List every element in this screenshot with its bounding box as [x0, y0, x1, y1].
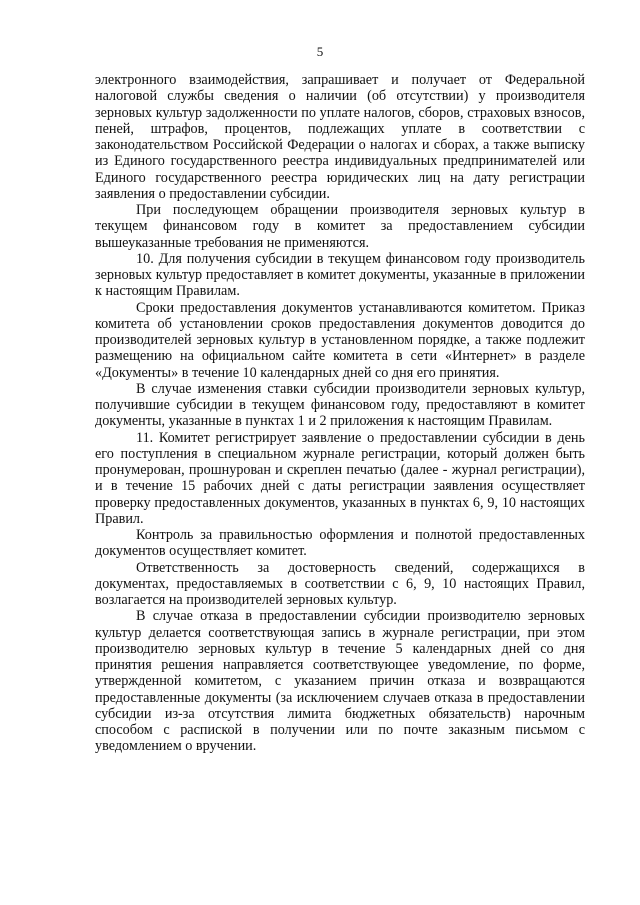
- paragraph-4: Сроки предоставления документов устанавливаются комитетом. Приказ комитета об установлении сроков предоставления документов доводится до производителей зерновых культур в установленном порядке, а также подлежит размещению на официальном сайте комитета в сети «Интернет» в разделе «Документы» в течение 10 календарных дней со дня его принятия.: [95, 299, 585, 381]
- paragraph-6: 11. Комитет регистрирует заявление о предоставлении субсидии в день его поступления в специальном журнале регистрации, который должен быть пронумерован, прошнурован и скреплен печатью (далее - журнал регистрации), и в течение 15 рабочих дней с даты регистрации заявления осуществляет проверку предоставленных документов, указанных в пунктах 6, 9, 10 настоящих Правил.: [95, 429, 585, 527]
- paragraph-9: В случае отказа в предоставлении субсидии производителю зерновых культур делается соответствующая запись в журнале регистрации, при этом производителю зерновых культур в течение 5 календарных дней со дня принятия решения направляется соответствующее уведомление, по форме, утвержденной комитетом, с указанием причин отказа и возвращаются предоставленные документы (за исключением случаев отказа в предоставлении субсидии из-за отсутствия лимита бюджетных обязательств) нарочным способом с распиской в получении или по почте заказным письмом с уведомлением о вручении.: [95, 608, 585, 755]
- document-body: [95, 72, 585, 755]
- paragraph-7: Контроль за правильностью оформления и полнотой предоставленных документов осуществляет комитет.: [95, 527, 585, 560]
- paragraph-8: Ответственность за достоверность сведений, содержащихся в документах, предоставляемых в соответствии с 6, 9, 10 настоящих Правил, возлагается на производителей зерновых культур.: [95, 559, 585, 608]
- paragraph-5: В случае изменения ставки субсидии производители зерновых культур, получившие субсидии в текущем финансовом году, предоставляют в комитет документы, указанные в пунктах 1 и 2 приложения к настоящим Правилам.: [95, 380, 585, 430]
- page-number: 5: [316, 44, 324, 59]
- paragraph-3: 10. Для получения субсидии в текущем финансовом году производитель зерновых культур предоставляет в комитет документы, указанные в приложении к настоящим Правилам.: [95, 250, 585, 300]
- paragraph-2: При последующем обращении производителя зерновых культур в текущем финансовом году в комитет за предоставлением субсидии вышеуказанные требования не применяются.: [95, 202, 585, 251]
- paragraph-1: электронного взаимодействия, запрашивает и получает от Федеральной налоговой службы сведения о наличии (об отсутствии) у производителя зерновых культур задолженности по уплате налогов, сборов, страховых взносов, пеней, штрафов, процентов, подлежащих уплате в соответствии с законодательством Российской Федерации о налогах и сборах, а также выписку из Единого государственного реестра индивидуальных предпринимателей или Единого государственного реестра юридических лиц на дату регистрации заявления о предоставлении субсидии.: [95, 72, 585, 202]
